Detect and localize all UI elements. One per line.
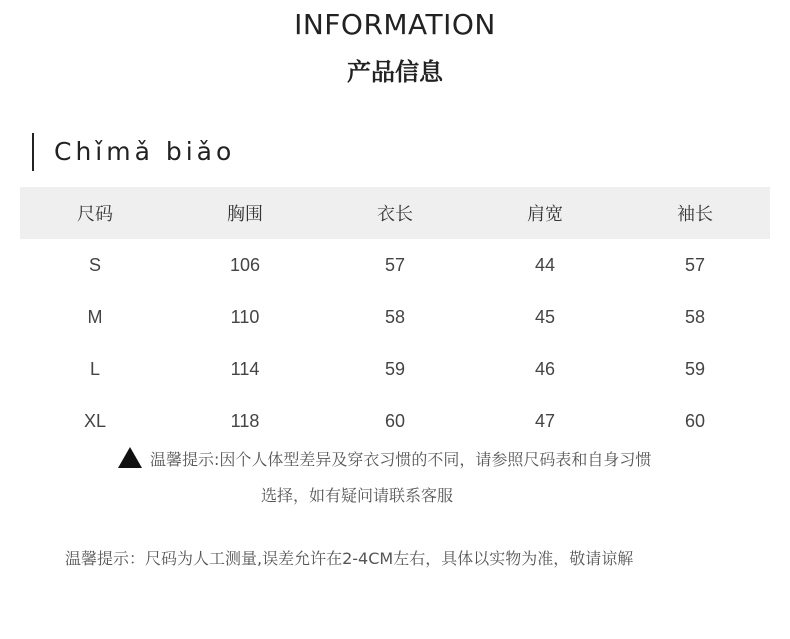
table-row [20, 239, 770, 291]
title-chinese: 产品信息 [347, 58, 443, 86]
cell-sleeve: 57 [684, 254, 706, 275]
size-table [20, 187, 770, 447]
cell-shoulder: 46 [534, 358, 556, 379]
cell-length: 57 [384, 254, 406, 275]
header-shoulder: 肩宽 [470, 187, 620, 239]
table-header-row [20, 187, 770, 239]
cell-length: 59 [384, 358, 406, 379]
size-note-line-1 [0, 447, 790, 470]
section-title: Chǐmǎ biǎo [54, 137, 236, 166]
table-row [20, 395, 770, 447]
cell-sleeve: 59 [684, 358, 706, 379]
cell-sleeve: 60 [684, 410, 706, 431]
size-note-line-2 [0, 483, 790, 506]
cell-length: 60 [384, 410, 406, 431]
header-sleeve: 袖长 [620, 187, 770, 239]
cell-shoulder: 44 [534, 254, 556, 275]
cell-length: 58 [384, 306, 406, 327]
measurement-tip: 温馨提示：尺码为人工测量,误差允许在2-4CM左右，具体以实物为准，敬请谅解 [65, 549, 634, 568]
cell-size: XL [83, 410, 107, 431]
cell-chest: 118 [230, 410, 260, 431]
cell-shoulder: 45 [534, 306, 556, 327]
cell-size: L [89, 358, 100, 379]
size-note-text-1: 温馨提示:因个人体型差异及穿衣习惯的不同，请参照尺码表和自身习惯 [150, 450, 652, 469]
header-length: 衣长 [320, 187, 470, 239]
cell-sleeve: 58 [684, 306, 706, 327]
table-row [20, 343, 770, 395]
header-size: 尺码 [20, 187, 170, 239]
cell-chest: 110 [230, 306, 260, 327]
size-note-text-2: 选择，如有疑问请联系客服 [261, 486, 454, 505]
section-accent-bar [32, 133, 34, 171]
table-row [20, 291, 770, 343]
cell-size: M [87, 306, 103, 327]
header-chest: 胸围 [170, 187, 320, 239]
cell-shoulder: 47 [534, 410, 556, 431]
cell-chest: 106 [229, 254, 261, 275]
warning-triangle-icon [118, 447, 142, 468]
cell-size: S [88, 254, 101, 275]
title-english: INFORMATION [294, 8, 496, 41]
cell-chest: 114 [230, 358, 260, 379]
